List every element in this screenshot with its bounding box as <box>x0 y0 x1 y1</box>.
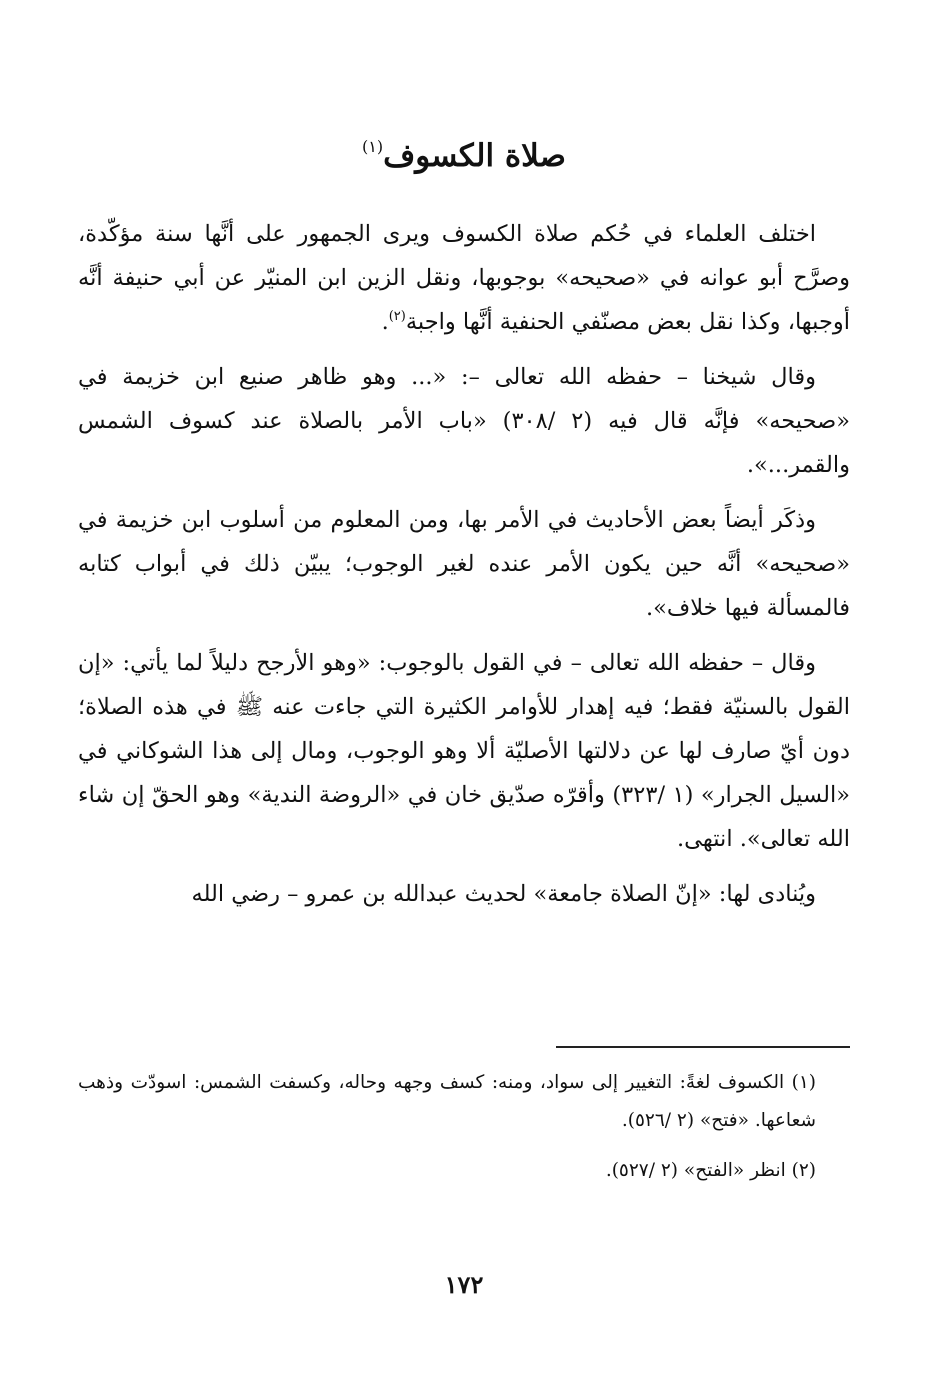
chapter-title-text: صلاة الكسوف <box>383 138 566 174</box>
footnote-divider <box>556 1046 850 1048</box>
paragraph-4: وقال – حفظه الله تعالى – في القول بالوجوب: «وهو الأرجح دليلاً لما يأتي: «إن القول بالسنيّة فقط؛ فيه إهدار للأوامر الكثيرة التي جاءت عنه ﷺ في هذه الصلاة؛ دون أيّ صارف لها عن دلالتها الأصليّة ألا وهو الوجوب، ومال إلى هذا الشوكاني في «السيل الجرار» (١ /٣٢٣) وأقرّه صدّيق خان في «الروضة الندية» وهو الحقّ إن شاء الله تعالى». انتهى. <box>78 650 850 852</box>
footnotes <box>78 1064 850 1202</box>
page-number: ١٧٢ <box>444 1270 484 1299</box>
paragraph-1 <box>78 212 850 344</box>
footnote-ref-2: (٢) <box>388 309 406 324</box>
footnote-1: (١) الكسوف لغةً: التغيير إلى سواد، ومنه: كسف وجهه وحاله، وكسفت الشمس: اسودّت وذهب شعاعها. «فتح» (٢ /٥٢٦). <box>78 1072 816 1131</box>
paragraph-3: وذكَر أيضاً بعض الأحاديث في الأمر بها، ومن المعلوم من أسلوب ابن خزيمة في «صحيحه» أنَّه حين يكون الأمر عنده لغير الوجوب؛ يبيّن ذلك في أبواب كتابه فالمسألة فيها خلاف». <box>78 507 850 621</box>
paragraph-2: وقال شيخنا – حفظه الله تعالى –: «... وهو ظاهر صنيع ابن خزيمة في «صحيحه» فإنَّه قال فيه (٢ /٣٠٨) «باب الأمر بالصلاة عند كسوف الشمس والقمر...». <box>78 364 850 478</box>
paragraph-5: ويُنادى لها: «إنّ الصلاة جامعة» لحديث عبدالله بن عمرو – رضي الله <box>191 881 816 907</box>
paragraph-1-text: اختلف العلماء في حُكم صلاة الكسوف ويرى الجمهور على أنَّها سنة مؤكّدة، وصرَّح أبو عوانه في «صحيحه» بوجوبها، ونقل الزين ابن المنيّر عن أبي حنيفة أنَّه أوجبها، وكذا نقل بعض مصنّفي الحنفية أنَّها واجبة <box>78 221 850 335</box>
paragraph-1-tail: . <box>381 309 389 335</box>
book-page <box>78 0 850 1386</box>
body-text <box>78 212 850 927</box>
chapter-title <box>78 132 850 180</box>
footnote-ref-1: (١) <box>362 137 384 156</box>
footnote-2: (٢) انظر «الفتح» (٢ /٥٢٧). <box>605 1160 816 1181</box>
